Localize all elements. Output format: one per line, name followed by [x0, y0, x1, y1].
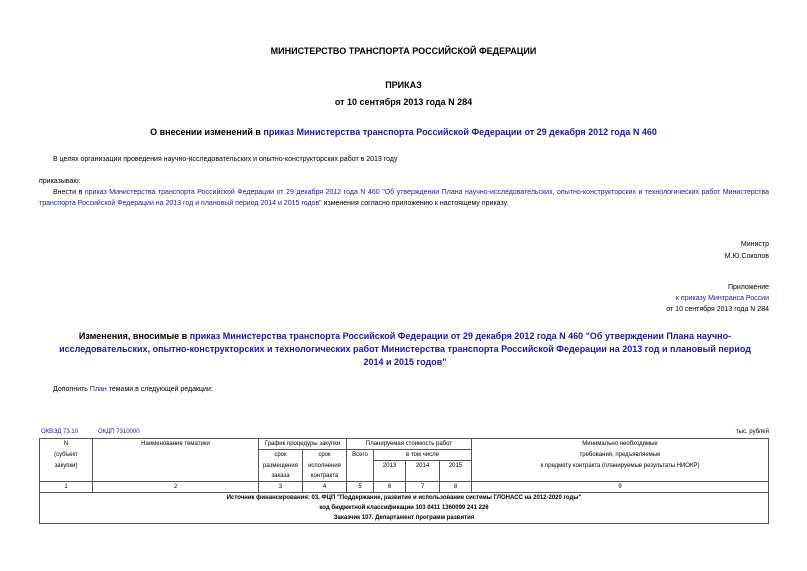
appendix-line-2[interactable]: к приказу Минтранса России	[675, 295, 769, 302]
signature-title: Министр	[740, 241, 769, 248]
ministry-heading: МИНИСТЕРСТВО ТРАНСПОРТА РОССИЙСКОЙ ФЕДЕРАЦИИ	[270, 46, 537, 56]
h-2015: 2015	[440, 461, 472, 472]
h-schedule: График процедуры закупки	[259, 439, 347, 450]
customer: Заказчик 107. Департамент программ развития	[40, 513, 769, 524]
h-zakaza: заказа	[259, 471, 303, 482]
signature-name: М.Ю.Соколов	[724, 253, 769, 260]
source-row	[40, 493, 769, 504]
col-num: 5	[347, 482, 374, 493]
h-n: N	[40, 439, 93, 450]
order-word: приказываю:	[39, 178, 81, 185]
h-incl: в том числе	[374, 450, 472, 461]
intro-text: В целях организации проведения научно-исследовательских и опытно-конструкторских работ в 2013 году	[53, 156, 398, 163]
col-num: 3	[259, 482, 303, 493]
h-subject: (субъект	[40, 450, 93, 461]
col-num: 6	[374, 482, 406, 493]
changes-title-prefix: Изменения, вносимые в	[78, 331, 190, 341]
h-srok-2: срок	[303, 450, 347, 461]
h-cost: Планируемая стоимость работ	[347, 439, 472, 450]
supplement-text	[53, 386, 213, 393]
col-num: 4	[303, 482, 347, 493]
h-razm: размещения	[259, 461, 303, 472]
h-req-1: Минимально необходимые	[472, 439, 769, 450]
col-num: 2	[93, 482, 259, 493]
signature-block	[500, 239, 769, 263]
header-row-3	[40, 461, 769, 472]
customer-row	[40, 513, 769, 524]
appendix-line-3: от 10 сентября 2013 года N 284	[666, 306, 769, 313]
changes-title	[50, 330, 760, 369]
units-label: тыс. рублей	[735, 429, 769, 435]
h-topic-cont-2	[93, 461, 259, 472]
plan-link[interactable]: План	[89, 386, 107, 393]
h-total-cont	[347, 461, 374, 472]
h-ispoln: исполнения	[303, 461, 347, 472]
doc-subject	[0, 127, 807, 137]
para-suffix: изменения согласно приложению к настоящему приказу.	[321, 200, 509, 207]
okdp-code[interactable]: ОКДП 7310000	[98, 429, 140, 435]
header-row-1	[40, 439, 769, 450]
h-topic: Наименование тематики	[93, 439, 259, 450]
order-paragraph	[39, 187, 769, 209]
column-numbers-row	[40, 482, 769, 493]
doc-type-heading: ПРИКАЗ	[385, 80, 422, 90]
h-topic-cont	[93, 450, 259, 461]
h-req-3: к предмету контракта (планируемые результаты НИОКР)	[472, 461, 769, 472]
h-srok-1: срок	[259, 450, 303, 461]
col-num: 1	[40, 482, 93, 493]
h-req-2: требования, предъявляемые	[472, 450, 769, 461]
plan-table	[39, 438, 769, 524]
h-zakupki: закупки)	[40, 461, 93, 472]
doc-date-number: от 10 сентября 2013 года N 284	[334, 97, 473, 107]
header-row-4	[40, 471, 769, 482]
h-2014: 2014	[406, 461, 440, 472]
supplement-prefix: Дополнить	[53, 386, 90, 393]
funding-source: Источник финансирования: 03. ФЦП "Поддержание, развитие и использование системы ГЛОНАСС на 2012-2020 годы"	[40, 493, 769, 504]
h-kontr: контракта	[303, 471, 347, 482]
para-prefix: Внести в	[53, 189, 85, 196]
appendix-line-1: Приложение	[727, 284, 769, 291]
subject-link[interactable]: приказ Министерства транспорта Российской Федерации от 29 декабря 2012 года N 460	[263, 127, 657, 137]
okved-code[interactable]: ОКВЭД 73.10	[41, 429, 79, 435]
para-link[interactable]: приказ Министерства транспорта Российской Федерации от 29 декабря 2012 года N 460 "Об утверждении Плана научно-исследовательских, опытно-конструкторских и технологических работ Министерства транспорта Российской Федерации на 2013 год и плановый период 2014 и 2015 годов"	[39, 189, 769, 207]
budget-code: код бюджетной классификации 103 0411 1360099 241 226	[40, 503, 769, 513]
appendix-block	[500, 282, 769, 315]
col-num: 9	[472, 482, 769, 493]
supplement-suffix: темами в следующей редакции:	[106, 386, 213, 393]
budget-row	[40, 503, 769, 513]
header-row-2	[40, 450, 769, 461]
h-2013: 2013	[374, 461, 406, 472]
col-num: 7	[406, 482, 440, 493]
h-total: Всего	[347, 450, 374, 461]
changes-title-link[interactable]: приказ Министерства транспорта Российской Федерации от 29 декабря 2012 года N 460 "Об утверждении Плана научно-исследовательских, опытно-конструкторских и технологических работ Министерства транспорта Российской Федерации на 2013 год и плановый период 2014 и 2015 годов"	[59, 331, 751, 367]
col-num: 8	[440, 482, 472, 493]
subject-prefix: О внесении изменений в	[150, 127, 264, 137]
